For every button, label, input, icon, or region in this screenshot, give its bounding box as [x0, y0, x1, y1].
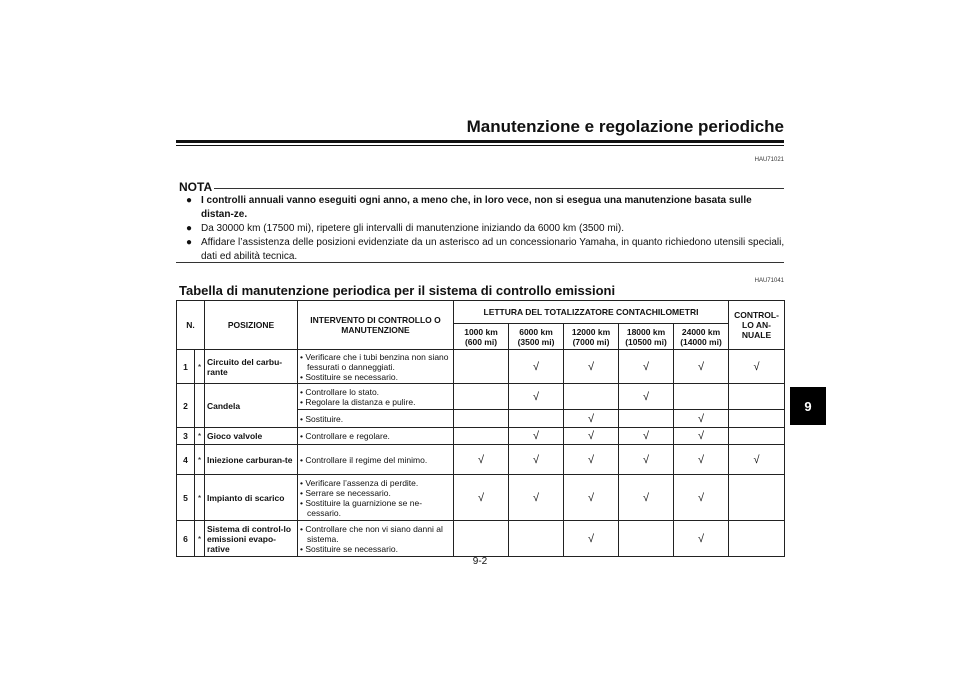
action-item: • Regolare la distanza e pulire. — [300, 396, 416, 407]
row-position: Gioco valvole — [205, 428, 298, 445]
header-posizione: POSIZIONE — [205, 301, 298, 350]
check-mark: √ — [564, 350, 619, 384]
chapter-tab: 9 — [790, 387, 826, 425]
row-actions — [298, 445, 454, 475]
header-annuale: CONTROL-LO AN-NUALE — [729, 301, 785, 350]
row-actions — [298, 475, 454, 521]
row-number: 1 — [177, 350, 195, 384]
row-actions — [298, 384, 454, 410]
row-position: Circuito del carbu-rante — [205, 350, 298, 384]
check-mark: √ — [619, 475, 674, 521]
asterisk: * — [195, 350, 205, 384]
header-lettura: LETTURA DEL TOTALIZZATORE CONTACHILOMETRI — [454, 301, 729, 324]
header-n: N. — [177, 301, 205, 350]
asterisk: * — [195, 475, 205, 521]
row-actions — [298, 410, 454, 428]
action-item: • Controllare lo stato. — [300, 386, 380, 397]
check-mark: √ — [454, 475, 509, 521]
asterisk — [195, 384, 205, 428]
maintenance-table — [176, 300, 785, 557]
check-mark: √ — [509, 445, 564, 475]
header-interval: 24000 km (14000 mi) — [674, 324, 729, 350]
check-mark: √ — [619, 445, 674, 475]
header-interval: 1000 km (600 mi) — [454, 324, 509, 350]
table-row — [177, 350, 785, 384]
check-mark: √ — [619, 350, 674, 384]
row-number: 2 — [177, 384, 195, 428]
check-mark: √ — [619, 428, 674, 445]
nota-end-rule — [176, 262, 784, 263]
section-code: HAU71041 — [754, 278, 784, 284]
nota-label: NOTA — [179, 180, 213, 194]
header-rule — [176, 140, 784, 143]
check-mark: √ — [564, 521, 619, 557]
check-mark: √ — [509, 428, 564, 445]
action-item: • Controllare e regolare. — [300, 431, 390, 441]
row-position: Sistema di control-lo emissioni evapo-rative — [205, 521, 298, 557]
check-mark: √ — [729, 350, 785, 384]
page-title: Manutenzione e regolazione periodiche — [466, 117, 784, 136]
action-item: • Controllare che non vi siano danni al sistema. — [300, 523, 443, 544]
list-item: ● Da 30000 km (17500 mi), ripetere gli intervalli di manutenzione iniziando da 6000 km (3500 mi). — [186, 223, 624, 234]
check-mark: √ — [509, 475, 564, 521]
check-mark: √ — [509, 384, 564, 410]
row-number: 4 — [177, 445, 195, 475]
check-mark: √ — [564, 410, 619, 428]
header-intervento: INTERVENTO DI CONTROLLO O MANUTENZIONE — [298, 301, 454, 350]
row-number: 6 — [177, 521, 195, 557]
check-mark: √ — [674, 521, 729, 557]
row-actions — [298, 350, 454, 384]
check-mark: √ — [674, 428, 729, 445]
check-mark: √ — [564, 445, 619, 475]
header-rule-thin — [176, 145, 784, 146]
table-row — [177, 384, 785, 410]
nota-list — [179, 194, 785, 264]
nota-rule — [214, 188, 784, 189]
check-mark: √ — [564, 475, 619, 521]
check-mark: √ — [674, 350, 729, 384]
bullet-icon: ● — [186, 195, 193, 206]
header-interval: 6000 km (3500 mi) — [509, 324, 564, 350]
action-item: • Controllare il regime del minimo. — [300, 454, 428, 465]
action-item: • Sostituire se necessario. — [300, 371, 398, 382]
action-item: • Verificare l’assenza di perdite. — [300, 477, 419, 488]
check-mark: √ — [619, 384, 674, 410]
list-item: ● I controlli annuali vanno eseguiti ogni anno, a meno che, in loro vece, non si esegua una manutenzione basata sulle distan-ze. — [186, 195, 752, 220]
table-row — [177, 521, 785, 557]
check-mark: √ — [674, 475, 729, 521]
action-item: • Verificare che i tubi benzina non siano fessurati o danneggiati. — [300, 351, 449, 372]
table-row — [177, 428, 785, 445]
table-row — [177, 445, 785, 475]
table-row — [177, 475, 785, 521]
asterisk: * — [195, 445, 205, 475]
row-position: Iniezione carburan-te — [205, 445, 298, 475]
header-interval: 18000 km (10500 mi) — [619, 324, 674, 350]
check-mark: √ — [729, 445, 785, 475]
row-actions — [298, 428, 454, 445]
row-number: 5 — [177, 475, 195, 521]
page-number: 9-2 — [472, 556, 488, 567]
list-item: ● Affidare l’assistenza delle posizioni evidenziate da un asterisco ad un concessionario Yamaha, in quanto richiedono utensili speciali, dati ed abilità tecnica. — [186, 237, 785, 262]
row-actions — [298, 521, 454, 557]
action-item: • Sostituire se necessario. — [300, 543, 398, 554]
bullet-icon: ● — [186, 223, 193, 234]
row-number: 3 — [177, 428, 195, 445]
row-position: Candela — [205, 384, 298, 428]
header-interval: 12000 km (7000 mi) — [564, 324, 619, 350]
section-title: Tabella di manutenzione periodica per il sistema di controllo emissioni — [179, 283, 616, 298]
asterisk: * — [195, 428, 205, 445]
check-mark: √ — [674, 445, 729, 475]
action-item: • Serrare se necessario. — [300, 487, 391, 498]
reference-code: HAU71021 — [754, 157, 784, 163]
bullet-icon: ● — [186, 237, 193, 248]
check-mark: √ — [509, 350, 564, 384]
action-item: • Sostituire la guarnizione se ne-cessario. — [300, 497, 423, 518]
check-mark: √ — [674, 410, 729, 428]
row-position: Impianto di scarico — [205, 475, 298, 521]
check-mark: √ — [454, 445, 509, 475]
asterisk: * — [195, 521, 205, 557]
action-item: • Sostituire. — [300, 413, 344, 424]
check-mark: √ — [564, 428, 619, 445]
